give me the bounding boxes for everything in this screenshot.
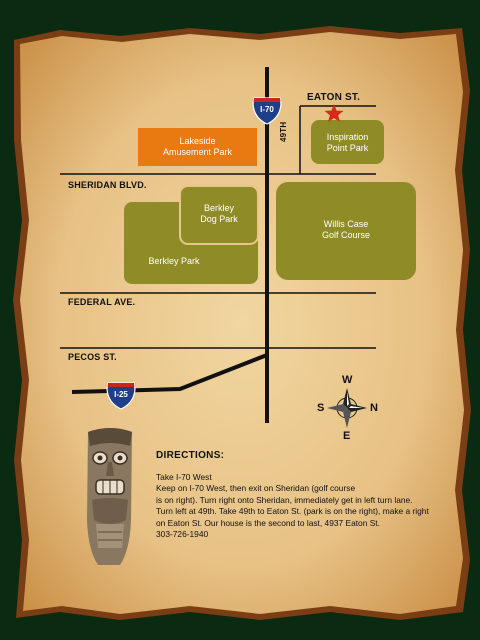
compass-e-label: N <box>370 402 379 414</box>
directions-line: is on right). Turn right onto Sheridan, immediately get in left turn lane. <box>156 494 413 505</box>
berkley-park-label: Berkley Park <box>148 256 200 266</box>
lakeside-label-line1: Lakeside <box>179 136 216 146</box>
inspiration-label <box>311 132 384 154</box>
willis-case-label-line2: Golf Course <box>321 230 371 240</box>
lakeside-label <box>138 136 257 158</box>
sheridan-blvd-label: SHERIDAN BLVD. <box>68 180 147 190</box>
inspiration-label-line1: Inspiration <box>326 132 369 142</box>
directions-line: Keep on I-70 West, then exit on Sheridan (golf course <box>156 483 356 493</box>
directions-panel <box>156 450 456 541</box>
pecos-st-label: PECOS ST. <box>68 352 117 362</box>
berkley-dog-label-line2: Dog Park <box>200 214 238 224</box>
federal-ave-label: FEDERAL AVE. <box>68 297 136 307</box>
directions-line: Take I-70 West <box>156 471 212 482</box>
compass-n-label: W <box>342 374 353 386</box>
directions-phone: 303-726-1940 <box>156 529 209 539</box>
inspiration-label-line2: Point Park <box>326 143 369 153</box>
i25-shield-label: I-25 <box>114 390 128 399</box>
berkley-dog-label-line1: Berkley <box>203 203 234 213</box>
directions-title: DIRECTIONS: <box>156 450 225 461</box>
compass-s-label: E <box>343 430 351 442</box>
eaton-st-label: EATON ST. <box>307 92 361 103</box>
directions-line: Turn left at 49th. Take 49th to Eaton St. (park is on the right), make a right <box>156 506 429 516</box>
lakeside-label-line2: Amusement Park <box>162 147 233 157</box>
directions-line: on Eaton St. Our house is the second to last, 4937 Eaton St. <box>156 517 380 528</box>
compass-w-label: S <box>317 402 325 414</box>
49th-label: 49TH <box>279 121 288 142</box>
willis-case-label-line1: Willis Case <box>323 219 369 229</box>
tiki-statue-icon <box>87 428 132 565</box>
berkley-dog-label <box>180 203 258 225</box>
i70-shield-label: I-70 <box>260 105 274 114</box>
willis-case-label <box>276 219 416 241</box>
